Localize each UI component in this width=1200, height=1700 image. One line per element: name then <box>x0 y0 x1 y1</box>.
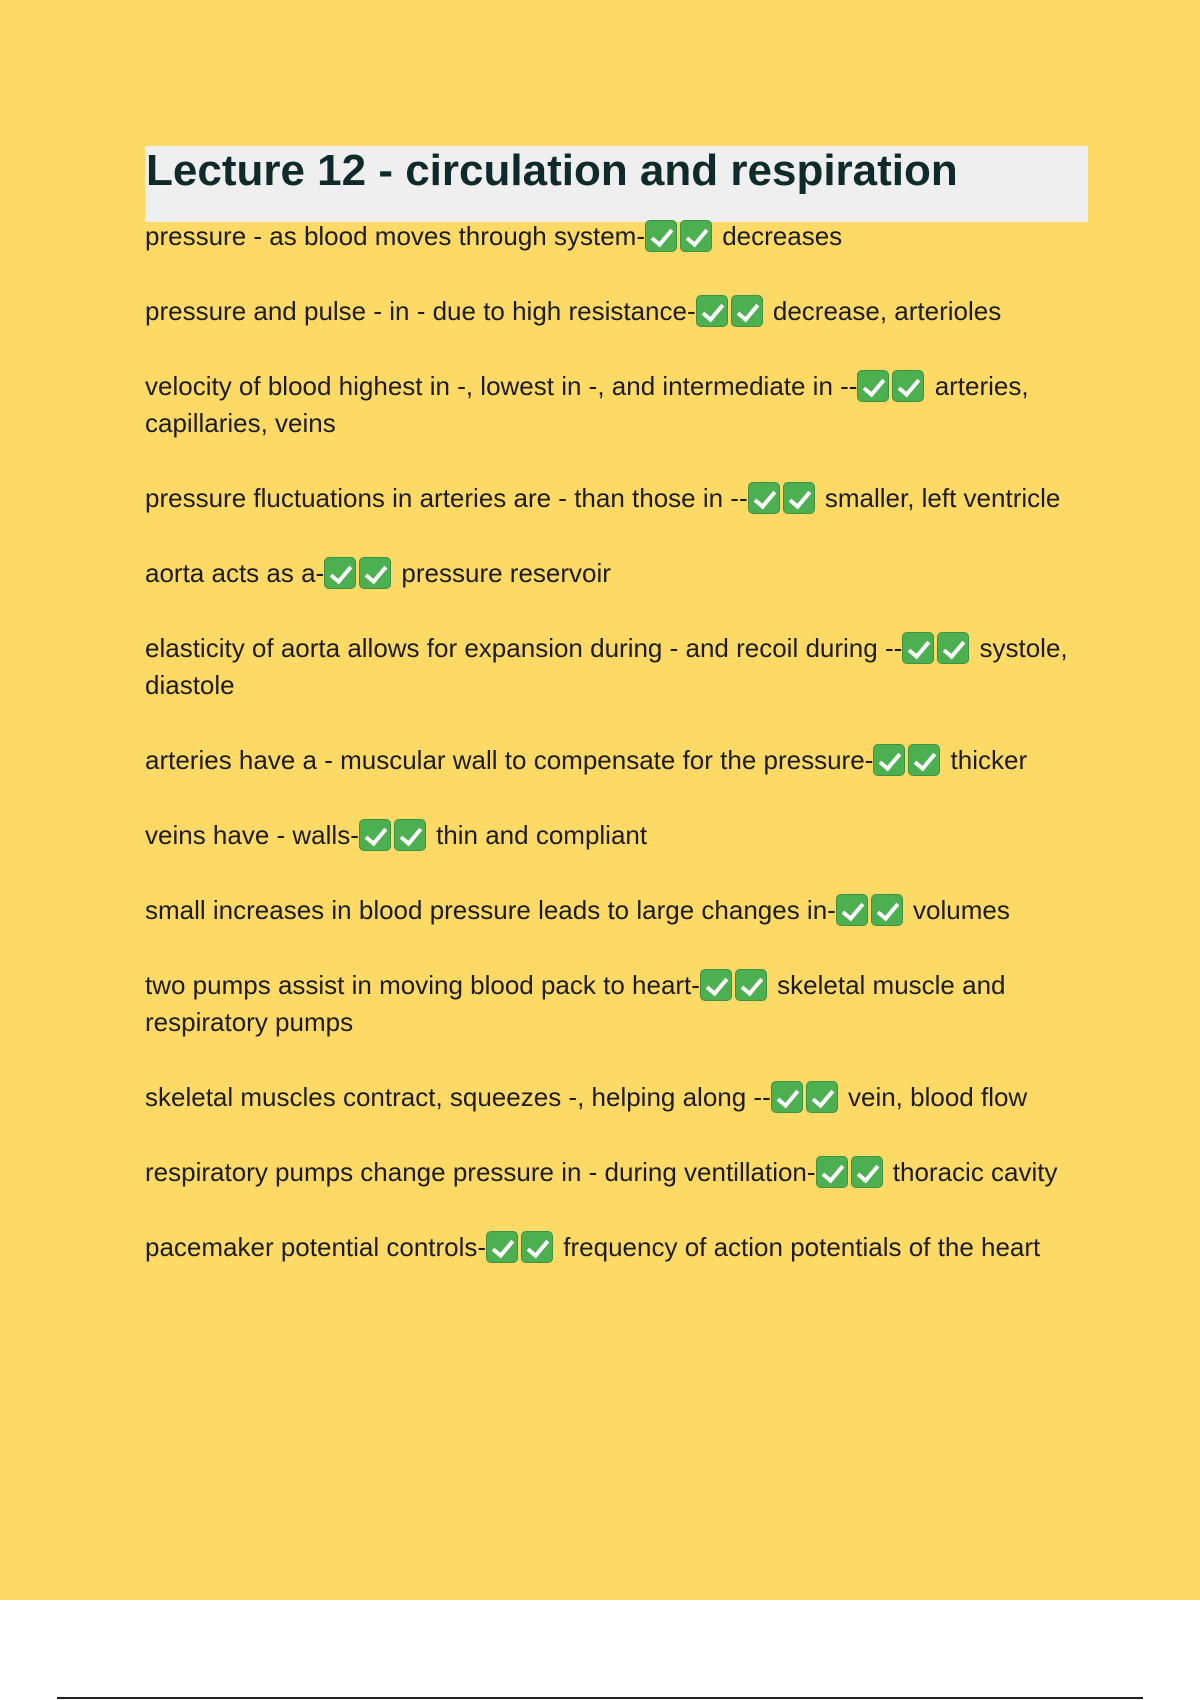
flashcard-item <box>145 967 1090 1041</box>
flashcard-question: aorta acts as a- <box>145 558 325 588</box>
page-title: Lecture 12 - circulation and respiration <box>146 146 958 195</box>
title-bar <box>145 146 1088 222</box>
answer-marker <box>873 745 943 775</box>
check-mark-icon <box>902 632 934 664</box>
flashcard-answer: smaller, left ventricle <box>817 483 1061 513</box>
check-mark-icon <box>359 557 391 589</box>
check-mark-icon <box>521 1231 553 1263</box>
flashcard-question: pressure fluctuations in arteries are - than those in -- <box>145 483 748 513</box>
check-mark-icon <box>857 370 889 402</box>
check-mark-icon <box>394 819 426 851</box>
check-mark-icon <box>645 220 677 252</box>
flashcard-question: veins have - walls- <box>145 820 359 850</box>
check-mark-icon <box>783 482 815 514</box>
flashcard-answer: vein, blood flow <box>840 1082 1028 1112</box>
answer-marker <box>324 558 394 588</box>
check-mark-icon <box>851 1156 883 1188</box>
flashcard-list <box>145 218 1090 1304</box>
answer-marker <box>700 970 770 1000</box>
footer-divider <box>57 1697 1143 1699</box>
check-mark-icon <box>892 370 924 402</box>
answer-marker <box>857 371 927 401</box>
check-mark-icon <box>700 969 732 1001</box>
check-mark-icon <box>836 894 868 926</box>
flashcard-question: pressure and pulse - in - due to high resistance- <box>145 296 696 326</box>
flashcard-question: small increases in blood pressure leads to large changes in- <box>145 895 836 925</box>
answer-marker <box>771 1082 841 1112</box>
check-mark-icon <box>359 819 391 851</box>
flashcard-item <box>145 480 1090 517</box>
check-mark-icon <box>908 744 940 776</box>
answer-marker <box>645 221 715 251</box>
flashcard-item <box>145 1154 1090 1191</box>
answer-marker <box>836 895 906 925</box>
flashcard-question: two pumps assist in moving blood pack to heart- <box>145 970 700 1000</box>
flashcard-answer: skeletal muscle and respiratory pumps <box>145 970 1006 1037</box>
flashcard-answer: decreases <box>715 221 843 251</box>
flashcard-answer: systole, diastole <box>145 633 1068 700</box>
flashcard-question: arteries have a - muscular wall to compensate for the pressure- <box>145 745 874 775</box>
flashcard-item <box>145 368 1090 442</box>
flashcard-answer: thoracic cavity <box>885 1157 1058 1187</box>
check-mark-icon <box>816 1156 848 1188</box>
flashcard-answer: frequency of action potentials of the heart <box>556 1232 1041 1262</box>
flashcard-question: elasticity of aorta allows for expansion during - and recoil during -- <box>145 633 903 663</box>
flashcard-answer: thicker <box>943 745 1028 775</box>
check-mark-icon <box>873 744 905 776</box>
flashcard-answer: volumes <box>905 895 1010 925</box>
answer-marker <box>748 483 818 513</box>
answer-marker <box>902 633 972 663</box>
flashcard-question: pressure - as blood moves through system- <box>145 221 645 251</box>
check-mark-icon <box>324 557 356 589</box>
flashcard-item <box>145 892 1090 929</box>
check-mark-icon <box>696 295 728 327</box>
check-mark-icon <box>735 969 767 1001</box>
check-mark-icon <box>806 1081 838 1113</box>
flashcard-question: respiratory pumps change pressure in - during ventillation- <box>145 1157 816 1187</box>
flashcard-item <box>145 1079 1090 1116</box>
flashcard-item <box>145 817 1090 854</box>
flashcard-item <box>145 630 1090 704</box>
check-mark-icon <box>486 1231 518 1263</box>
flashcard-answer: pressure reservoir <box>394 558 611 588</box>
flashcard-item <box>145 555 1090 592</box>
flashcard-question: skeletal muscles contract, squeezes -, helping along -- <box>145 1082 771 1112</box>
answer-marker <box>696 296 766 326</box>
flashcard-answer: decrease, arterioles <box>765 296 1002 326</box>
check-mark-icon <box>680 220 712 252</box>
flashcard-item <box>145 293 1090 330</box>
flashcard-answer: thin and compliant <box>428 820 648 850</box>
flashcard-item <box>145 218 1090 255</box>
flashcard-item <box>145 1229 1090 1266</box>
flashcard-answer: arteries, capillaries, veins <box>145 371 1029 438</box>
flashcard-item <box>145 742 1090 779</box>
check-mark-icon <box>771 1081 803 1113</box>
check-mark-icon <box>748 482 780 514</box>
check-mark-icon <box>871 894 903 926</box>
flashcard-question: pacemaker potential controls- <box>145 1232 487 1262</box>
answer-marker <box>486 1232 556 1262</box>
answer-marker <box>359 820 429 850</box>
check-mark-icon <box>937 632 969 664</box>
check-mark-icon <box>731 295 763 327</box>
answer-marker <box>816 1157 886 1187</box>
flashcard-question: velocity of blood highest in -, lowest in -, and intermediate in -- <box>145 371 858 401</box>
